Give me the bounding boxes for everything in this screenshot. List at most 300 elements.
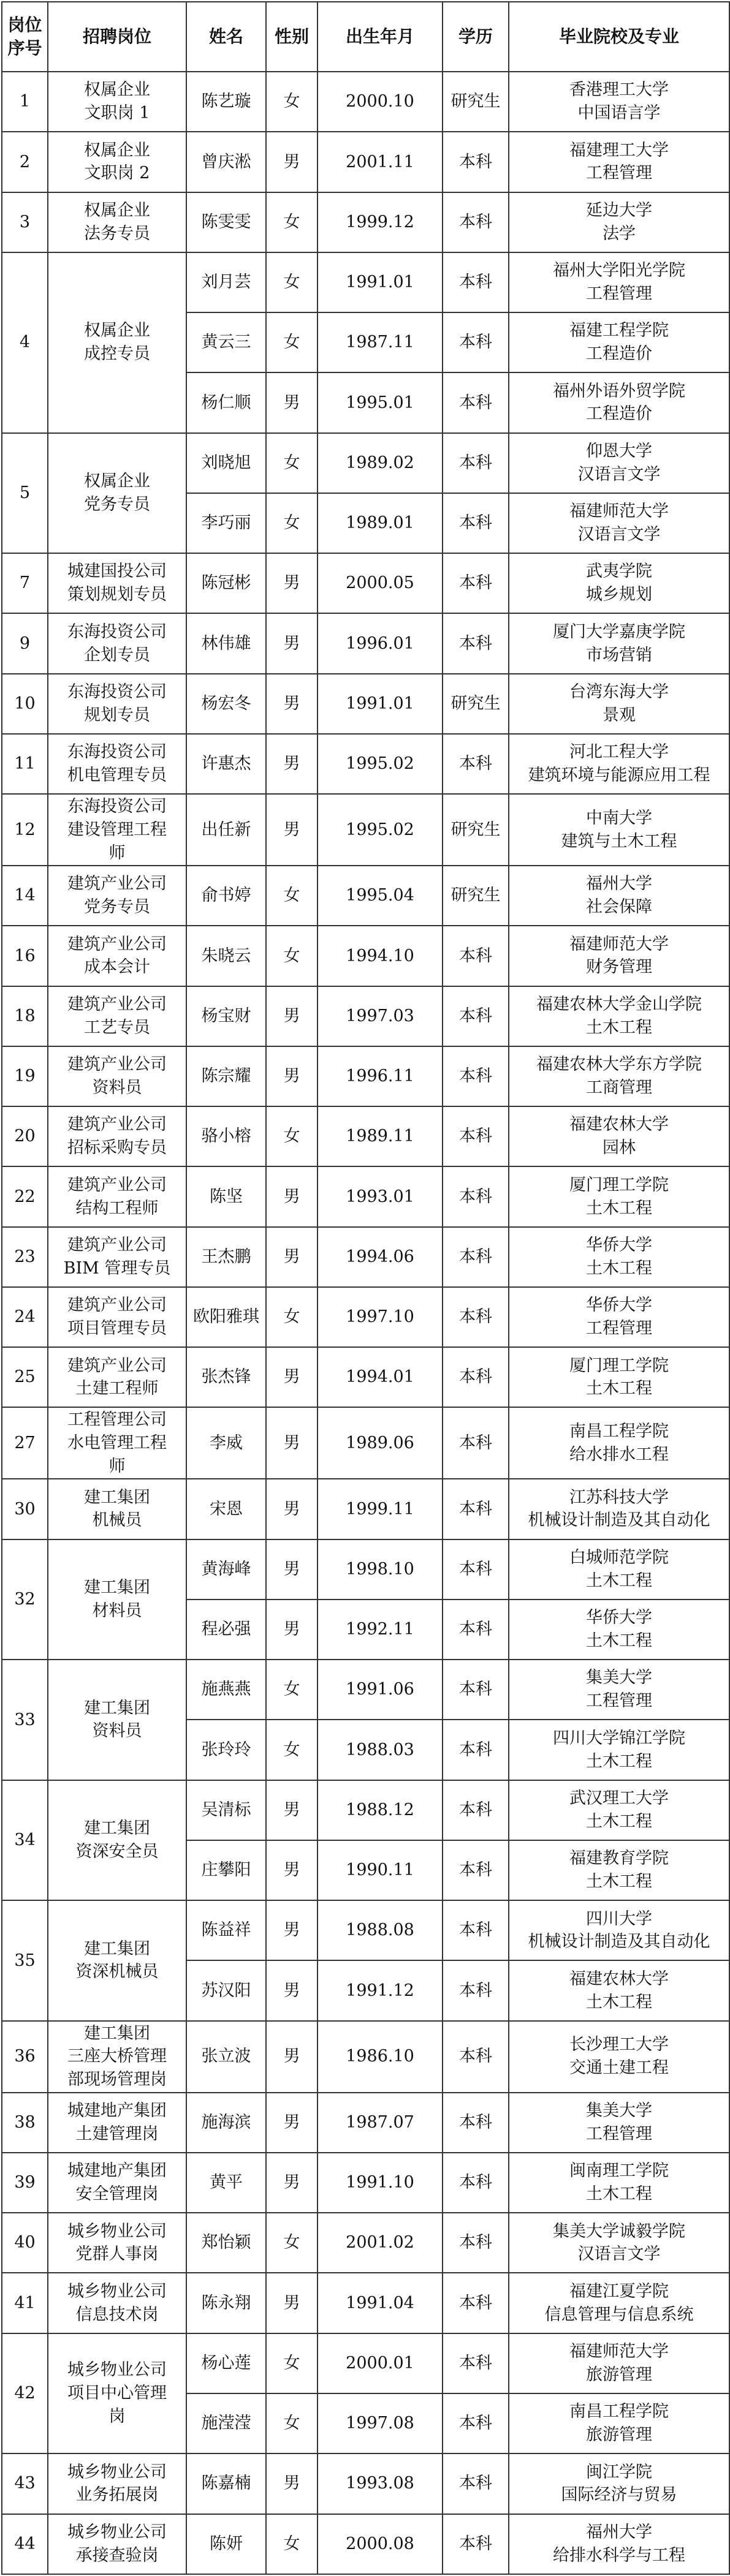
name-cell: 林伟雄 xyxy=(186,613,266,673)
post-number-cell: 1 xyxy=(2,72,48,132)
school-major-cell: 白城师范学院 土木工程 xyxy=(509,1539,729,1600)
name-cell: 许惠杰 xyxy=(186,734,266,794)
name-cell: 陈嘉楠 xyxy=(186,2453,266,2514)
gender-cell: 男 xyxy=(266,986,317,1046)
school-major-cell: 南昌工程学院 给水排水工程 xyxy=(509,1407,729,1479)
table-header-row xyxy=(2,2,729,72)
table-row xyxy=(2,794,729,866)
school-major-cell: 福建工程学院 工程造价 xyxy=(509,312,729,372)
school-major-cell: 福建农林大学 园林 xyxy=(509,1106,729,1166)
school-major-cell: 仰恩大学 汉语言文学 xyxy=(509,433,729,493)
name-cell: 刘晓旭 xyxy=(186,433,266,493)
gender-cell: 男 xyxy=(266,1900,317,1960)
post-name-cell: 建筑产业公司 BIM 管理专员 xyxy=(48,1227,186,1287)
table-row xyxy=(2,2093,729,2153)
post-name-cell: 建筑产业公司 项目管理专员 xyxy=(48,1287,186,1347)
table-row xyxy=(2,2453,729,2514)
birth-cell: 2000.10 xyxy=(317,72,443,132)
degree-cell: 本科 xyxy=(443,192,509,252)
post-number-cell: 22 xyxy=(2,1166,48,1226)
name-cell: 刘月芸 xyxy=(186,252,266,312)
header-degree: 学历 xyxy=(443,2,509,72)
degree-cell: 研究生 xyxy=(443,72,509,132)
post-name-cell: 建筑产业公司 土建工程师 xyxy=(48,1347,186,1407)
gender-cell: 男 xyxy=(266,674,317,734)
table-row xyxy=(2,72,729,132)
name-cell: 郑怡颖 xyxy=(186,2213,266,2273)
table-row xyxy=(2,1046,729,1106)
school-major-cell: 延边大学 法学 xyxy=(509,192,729,252)
name-cell: 杨心莲 xyxy=(186,2333,266,2393)
post-number-cell: 40 xyxy=(2,2213,48,2273)
post-name-cell: 建工集团 机械员 xyxy=(48,1479,186,1539)
name-cell: 陈永翔 xyxy=(186,2273,266,2333)
table-row xyxy=(2,2021,729,2093)
post-name-cell: 建筑产业公司 资料员 xyxy=(48,1046,186,1106)
name-cell: 李威 xyxy=(186,1407,266,1479)
name-cell: 施海滨 xyxy=(186,2093,266,2153)
birth-cell: 1999.11 xyxy=(317,1479,443,1539)
gender-cell: 女 xyxy=(266,192,317,252)
post-name-cell: 建筑产业公司 工艺专员 xyxy=(48,986,186,1046)
post-name-cell: 城建地产集团 安全管理岗 xyxy=(48,2153,186,2213)
post-number-cell: 3 xyxy=(2,192,48,252)
birth-cell: 1991.06 xyxy=(317,1660,443,1720)
post-number-cell: 41 xyxy=(2,2273,48,2333)
post-name-cell: 建工集团 资深机械员 xyxy=(48,1900,186,2021)
post-number-cell: 19 xyxy=(2,1046,48,1106)
post-name-cell: 权属企业 成控专员 xyxy=(48,252,186,433)
birth-cell: 1997.10 xyxy=(317,1287,443,1347)
post-number-cell: 16 xyxy=(2,926,48,986)
gender-cell: 男 xyxy=(266,734,317,794)
birth-cell: 1993.08 xyxy=(317,2453,443,2514)
table-row xyxy=(2,734,729,794)
degree-cell: 本科 xyxy=(443,2333,509,2393)
degree-cell: 研究生 xyxy=(443,866,509,926)
table-row xyxy=(2,2153,729,2213)
post-number-cell: 18 xyxy=(2,986,48,1046)
gender-cell: 女 xyxy=(266,2393,317,2453)
school-major-cell: 福建师范大学 汉语言文学 xyxy=(509,493,729,553)
birth-cell: 1994.01 xyxy=(317,1347,443,1407)
table-row xyxy=(2,553,729,613)
birth-cell: 1988.03 xyxy=(317,1720,443,1780)
post-number-cell: 32 xyxy=(2,1539,48,1660)
gender-cell: 女 xyxy=(266,1720,317,1780)
gender-cell: 男 xyxy=(266,2021,317,2093)
table-row xyxy=(2,1407,729,1479)
post-name-cell: 建筑产业公司 成本会计 xyxy=(48,926,186,986)
school-major-cell: 华侨大学 土木工程 xyxy=(509,1227,729,1287)
degree-cell: 本科 xyxy=(443,1780,509,1840)
degree-cell: 本科 xyxy=(443,613,509,673)
post-name-cell: 城乡物业公司 党群人事岗 xyxy=(48,2213,186,2273)
name-cell: 黄云三 xyxy=(186,312,266,372)
birth-cell: 1991.04 xyxy=(317,2273,443,2333)
gender-cell: 女 xyxy=(266,312,317,372)
birth-cell: 1994.10 xyxy=(317,926,443,986)
degree-cell: 本科 xyxy=(443,1166,509,1226)
gender-cell: 女 xyxy=(266,72,317,132)
school-major-cell: 中南大学 建筑与土木工程 xyxy=(509,794,729,866)
degree-cell: 本科 xyxy=(443,2153,509,2213)
name-cell: 黄海峰 xyxy=(186,1539,266,1600)
birth-cell: 1995.04 xyxy=(317,866,443,926)
post-number-cell: 7 xyxy=(2,553,48,613)
birth-cell: 1997.08 xyxy=(317,2393,443,2453)
name-cell: 欧阳雅琪 xyxy=(186,1287,266,1347)
post-number-cell: 9 xyxy=(2,613,48,673)
school-major-cell: 华侨大学 土木工程 xyxy=(509,1600,729,1660)
degree-cell: 本科 xyxy=(443,132,509,192)
degree-cell: 本科 xyxy=(443,1720,509,1780)
birth-cell: 1995.01 xyxy=(317,372,443,432)
birth-cell: 1991.01 xyxy=(317,674,443,734)
birth-cell: 1987.07 xyxy=(317,2093,443,2153)
degree-cell: 本科 xyxy=(443,2514,509,2575)
school-major-cell: 福建师范大学 旅游管理 xyxy=(509,2333,729,2393)
school-major-cell: 福建农林大学东方学院 工商管理 xyxy=(509,1046,729,1106)
header-post-number: 岗位 序号 xyxy=(2,2,48,72)
post-number-cell: 25 xyxy=(2,1347,48,1407)
header-post-name: 招聘岗位 xyxy=(48,2,186,72)
degree-cell: 本科 xyxy=(443,1106,509,1166)
school-major-cell: 闽南理工学院 土木工程 xyxy=(509,2153,729,2213)
post-number-cell: 42 xyxy=(2,2333,48,2454)
header-school-major: 毕业院校及专业 xyxy=(509,2,729,72)
table-row xyxy=(2,866,729,926)
post-number-cell: 35 xyxy=(2,1900,48,2021)
post-name-cell: 东海投资公司 企划专员 xyxy=(48,613,186,673)
degree-cell: 本科 xyxy=(443,734,509,794)
gender-cell: 男 xyxy=(266,372,317,432)
birth-cell: 1996.01 xyxy=(317,613,443,673)
table-row xyxy=(2,1660,729,1720)
table-row xyxy=(2,926,729,986)
gender-cell: 男 xyxy=(266,1166,317,1226)
gender-cell: 女 xyxy=(266,433,317,493)
table-row xyxy=(2,1900,729,1960)
post-number-cell: 2 xyxy=(2,132,48,192)
post-number-cell: 10 xyxy=(2,674,48,734)
gender-cell: 男 xyxy=(266,794,317,866)
post-number-cell: 20 xyxy=(2,1106,48,1166)
birth-cell: 2000.05 xyxy=(317,553,443,613)
post-name-cell: 东海投资公司 机电管理专员 xyxy=(48,734,186,794)
degree-cell: 本科 xyxy=(443,2453,509,2514)
name-cell: 施滢滢 xyxy=(186,2393,266,2453)
school-major-cell: 福州大学 给排水科学与工程 xyxy=(509,2514,729,2575)
school-major-cell: 厦门理工学院 土木工程 xyxy=(509,1347,729,1407)
degree-cell: 本科 xyxy=(443,1407,509,1479)
post-number-cell: 34 xyxy=(2,1780,48,1901)
gender-cell: 男 xyxy=(266,1600,317,1660)
header-birth: 出生年月 xyxy=(317,2,443,72)
degree-cell: 本科 xyxy=(443,2021,509,2093)
name-cell: 吴清标 xyxy=(186,1780,266,1840)
school-major-cell: 武夷学院 城乡规划 xyxy=(509,553,729,613)
gender-cell: 男 xyxy=(266,1407,317,1479)
gender-cell: 男 xyxy=(266,1960,317,2020)
gender-cell: 男 xyxy=(266,2153,317,2213)
post-number-cell: 23 xyxy=(2,1227,48,1287)
post-name-cell: 城建国投公司 策划规划专员 xyxy=(48,553,186,613)
school-major-cell: 华侨大学 工程管理 xyxy=(509,1287,729,1347)
degree-cell: 本科 xyxy=(443,2273,509,2333)
name-cell: 陈宗耀 xyxy=(186,1046,266,1106)
name-cell: 张立波 xyxy=(186,2021,266,2093)
birth-cell: 1991.10 xyxy=(317,2153,443,2213)
school-major-cell: 江苏科技大学 机械设计制造及其自动化 xyxy=(509,1479,729,1539)
table-row xyxy=(2,252,729,312)
table-row xyxy=(2,192,729,252)
gender-cell: 女 xyxy=(266,252,317,312)
school-major-cell: 福州大学阳光学院 工程管理 xyxy=(509,252,729,312)
post-number-cell: 36 xyxy=(2,2021,48,2093)
gender-cell: 女 xyxy=(266,1660,317,1720)
birth-cell: 1995.02 xyxy=(317,734,443,794)
degree-cell: 本科 xyxy=(443,1900,509,1960)
name-cell: 杨宏冬 xyxy=(186,674,266,734)
school-major-cell: 河北工程大学 建筑环境与能源应用工程 xyxy=(509,734,729,794)
table-row xyxy=(2,1106,729,1166)
school-major-cell: 香港理工大学 中国语言学 xyxy=(509,72,729,132)
table-row xyxy=(2,433,729,493)
birth-cell: 1989.11 xyxy=(317,1106,443,1166)
birth-cell: 2000.08 xyxy=(317,2514,443,2575)
post-name-cell: 权属企业 法务专员 xyxy=(48,192,186,252)
post-name-cell: 东海投资公司 建设管理工程 师 xyxy=(48,794,186,866)
name-cell: 施燕燕 xyxy=(186,1660,266,1720)
birth-cell: 1991.12 xyxy=(317,1960,443,2020)
name-cell: 陈雯雯 xyxy=(186,192,266,252)
birth-cell: 1996.11 xyxy=(317,1046,443,1106)
degree-cell: 本科 xyxy=(443,252,509,312)
post-number-cell: 43 xyxy=(2,2453,48,2514)
post-name-cell: 建筑产业公司 招标采购专员 xyxy=(48,1106,186,1166)
school-major-cell: 集美大学诚毅学院 汉语言文学 xyxy=(509,2213,729,2273)
post-name-cell: 城建地产集团 土建管理岗 xyxy=(48,2093,186,2153)
post-name-cell: 权属企业 党务专员 xyxy=(48,433,186,554)
school-major-cell: 四川大学 机械设计制造及其自动化 xyxy=(509,1900,729,1960)
gender-cell: 男 xyxy=(266,132,317,192)
post-name-cell: 建工集团 三座大桥管理 部现场管理岗 xyxy=(48,2021,186,2093)
school-major-cell: 台湾东海大学 景观 xyxy=(509,674,729,734)
table-row xyxy=(2,2213,729,2273)
name-cell: 庄攀阳 xyxy=(186,1840,266,1900)
birth-cell: 1991.01 xyxy=(317,252,443,312)
name-cell: 程必强 xyxy=(186,1600,266,1660)
degree-cell: 本科 xyxy=(443,926,509,986)
header-name: 姓名 xyxy=(186,2,266,72)
name-cell: 苏汉阳 xyxy=(186,1960,266,2020)
post-number-cell: 33 xyxy=(2,1660,48,1780)
birth-cell: 1992.11 xyxy=(317,1600,443,1660)
post-name-cell: 城乡物业公司 业务拓展岗 xyxy=(48,2453,186,2514)
post-number-cell: 24 xyxy=(2,1287,48,1347)
gender-cell: 男 xyxy=(266,1479,317,1539)
gender-cell: 女 xyxy=(266,2514,317,2575)
post-number-cell: 14 xyxy=(2,866,48,926)
post-number-cell: 30 xyxy=(2,1479,48,1539)
degree-cell: 研究生 xyxy=(443,674,509,734)
birth-cell: 1988.12 xyxy=(317,1780,443,1840)
birth-cell: 1988.08 xyxy=(317,1900,443,1960)
degree-cell: 本科 xyxy=(443,1600,509,1660)
birth-cell: 1987.11 xyxy=(317,312,443,372)
degree-cell: 本科 xyxy=(443,1227,509,1287)
degree-cell: 本科 xyxy=(443,1960,509,2020)
name-cell: 陈坚 xyxy=(186,1166,266,1226)
name-cell: 朱晓云 xyxy=(186,926,266,986)
school-major-cell: 长沙理工大学 交通土建工程 xyxy=(509,2021,729,2093)
degree-cell: 本科 xyxy=(443,1287,509,1347)
birth-cell: 1989.01 xyxy=(317,493,443,553)
gender-cell: 男 xyxy=(266,613,317,673)
table-row xyxy=(2,1287,729,1347)
degree-cell: 本科 xyxy=(443,1660,509,1720)
post-name-cell: 建筑产业公司 结构工程师 xyxy=(48,1166,186,1226)
degree-cell: 本科 xyxy=(443,433,509,493)
post-name-cell: 建工集团 资料员 xyxy=(48,1660,186,1780)
degree-cell: 本科 xyxy=(443,312,509,372)
degree-cell: 本科 xyxy=(443,1046,509,1106)
gender-cell: 男 xyxy=(266,1539,317,1600)
school-major-cell: 四川大学锦江学院 土木工程 xyxy=(509,1720,729,1780)
table-row xyxy=(2,1479,729,1539)
gender-cell: 女 xyxy=(266,866,317,926)
post-name-cell: 东海投资公司 规划专员 xyxy=(48,674,186,734)
birth-cell: 1994.06 xyxy=(317,1227,443,1287)
birth-cell: 2000.01 xyxy=(317,2333,443,2393)
table-row xyxy=(2,986,729,1046)
name-cell: 骆小榕 xyxy=(186,1106,266,1166)
table-row xyxy=(2,1347,729,1407)
name-cell: 杨仁顺 xyxy=(186,372,266,432)
gender-cell: 男 xyxy=(266,2273,317,2333)
table-row xyxy=(2,2514,729,2575)
degree-cell: 本科 xyxy=(443,372,509,432)
name-cell: 张玲玲 xyxy=(186,1720,266,1780)
name-cell: 陈益祥 xyxy=(186,1900,266,1960)
table-row xyxy=(2,2273,729,2333)
school-major-cell: 武汉理工大学 土木工程 xyxy=(509,1780,729,1840)
degree-cell: 本科 xyxy=(443,553,509,613)
degree-cell: 本科 xyxy=(443,986,509,1046)
name-cell: 出任新 xyxy=(186,794,266,866)
table-row xyxy=(2,1166,729,1226)
birth-cell: 1989.02 xyxy=(317,433,443,493)
table-row xyxy=(2,1227,729,1287)
gender-cell: 女 xyxy=(266,1287,317,1347)
name-cell: 陈妍 xyxy=(186,2514,266,2575)
school-major-cell: 福建农林大学 土木工程 xyxy=(509,1960,729,2020)
hiring-results-table xyxy=(1,1,730,2575)
gender-cell: 女 xyxy=(266,493,317,553)
degree-cell: 本科 xyxy=(443,2393,509,2453)
gender-cell: 男 xyxy=(266,1840,317,1900)
gender-cell: 男 xyxy=(266,1780,317,1840)
school-major-cell: 福建农林大学金山学院 土木工程 xyxy=(509,986,729,1046)
name-cell: 俞书婷 xyxy=(186,866,266,926)
birth-cell: 1998.10 xyxy=(317,1539,443,1600)
table-row xyxy=(2,132,729,192)
gender-cell: 女 xyxy=(266,926,317,986)
name-cell: 杨宝财 xyxy=(186,986,266,1046)
name-cell: 陈冠彬 xyxy=(186,553,266,613)
gender-cell: 女 xyxy=(266,2333,317,2393)
gender-cell: 女 xyxy=(266,1106,317,1166)
school-major-cell: 福州外语外贸学院 工程造价 xyxy=(509,372,729,432)
post-name-cell: 工程管理公司 水电管理工程 师 xyxy=(48,1407,186,1479)
gender-cell: 男 xyxy=(266,2093,317,2153)
post-number-cell: 4 xyxy=(2,252,48,433)
school-major-cell: 厦门大学嘉庚学院 市场营销 xyxy=(509,613,729,673)
school-major-cell: 福建理工大学 工程管理 xyxy=(509,132,729,192)
school-major-cell: 南昌工程学院 旅游管理 xyxy=(509,2393,729,2453)
birth-cell: 1999.12 xyxy=(317,192,443,252)
birth-cell: 1990.11 xyxy=(317,1840,443,1900)
table-row xyxy=(2,1539,729,1600)
post-number-cell: 44 xyxy=(2,2514,48,2575)
post-number-cell: 5 xyxy=(2,433,48,554)
header-gender: 性别 xyxy=(266,2,317,72)
degree-cell: 本科 xyxy=(443,493,509,553)
birth-cell: 2001.02 xyxy=(317,2213,443,2273)
gender-cell: 男 xyxy=(266,1227,317,1287)
school-major-cell: 闽江学院 国际经济与贸易 xyxy=(509,2453,729,2514)
post-name-cell: 建筑产业公司 党务专员 xyxy=(48,866,186,926)
degree-cell: 本科 xyxy=(443,2213,509,2273)
degree-cell: 本科 xyxy=(443,1347,509,1407)
gender-cell: 男 xyxy=(266,2453,317,2514)
table-row xyxy=(2,1780,729,1840)
birth-cell: 2001.11 xyxy=(317,132,443,192)
birth-cell: 1995.02 xyxy=(317,794,443,866)
school-major-cell: 福建江夏学院 信息管理与信息系统 xyxy=(509,2273,729,2333)
degree-cell: 本科 xyxy=(443,1840,509,1900)
degree-cell: 本科 xyxy=(443,1479,509,1539)
gender-cell: 男 xyxy=(266,553,317,613)
post-name-cell: 权属企业 文职岗 2 xyxy=(48,132,186,192)
school-major-cell: 福建师范大学 财务管理 xyxy=(509,926,729,986)
name-cell: 黄平 xyxy=(186,2153,266,2213)
birth-cell: 1993.01 xyxy=(317,1166,443,1226)
post-name-cell: 建工集团 材料员 xyxy=(48,1539,186,1660)
degree-cell: 本科 xyxy=(443,1539,509,1600)
table-row xyxy=(2,674,729,734)
post-name-cell: 城乡物业公司 项目中心管理 岗 xyxy=(48,2333,186,2454)
birth-cell: 1997.03 xyxy=(317,986,443,1046)
birth-cell: 1986.10 xyxy=(317,2021,443,2093)
gender-cell: 女 xyxy=(266,2213,317,2273)
name-cell: 曾庆淞 xyxy=(186,132,266,192)
table-row xyxy=(2,2333,729,2393)
birth-cell: 1989.06 xyxy=(317,1407,443,1479)
post-number-cell: 39 xyxy=(2,2153,48,2213)
post-number-cell: 11 xyxy=(2,734,48,794)
post-number-cell: 27 xyxy=(2,1407,48,1479)
school-major-cell: 厦门理工学院 土木工程 xyxy=(509,1166,729,1226)
school-major-cell: 集美大学 工程管理 xyxy=(509,1660,729,1720)
post-name-cell: 建工集团 资深安全员 xyxy=(48,1780,186,1901)
name-cell: 宋恩 xyxy=(186,1479,266,1539)
post-name-cell: 城乡物业公司 承接查验岗 xyxy=(48,2514,186,2575)
degree-cell: 本科 xyxy=(443,2093,509,2153)
post-name-cell: 权属企业 文职岗 1 xyxy=(48,72,186,132)
gender-cell: 男 xyxy=(266,1046,317,1106)
